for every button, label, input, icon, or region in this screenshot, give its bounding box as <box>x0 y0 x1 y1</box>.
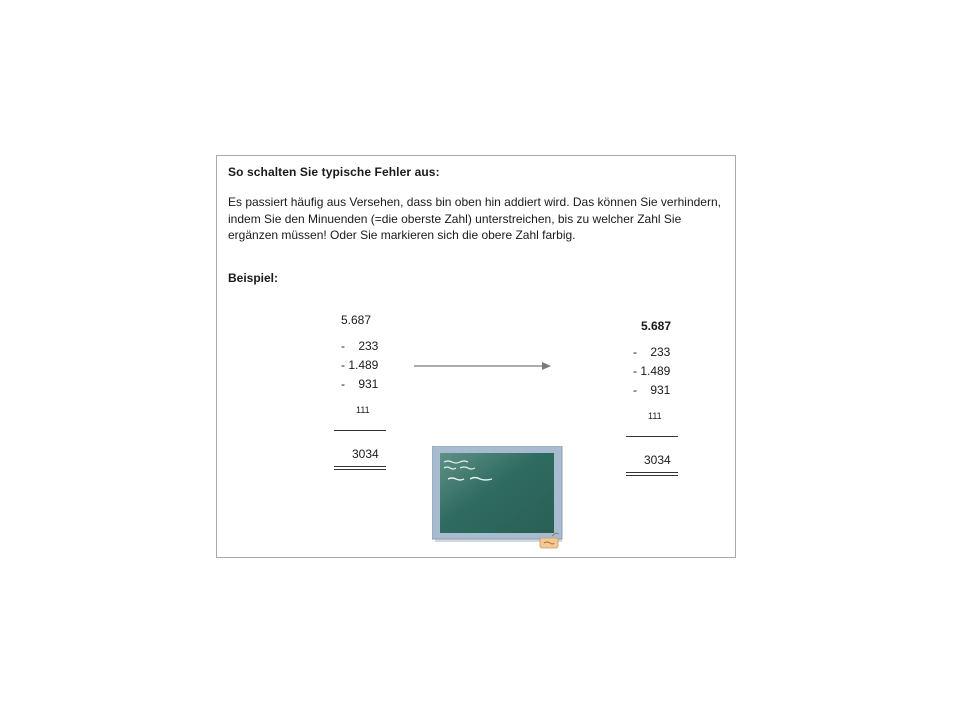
left-minuend: 5.687 <box>341 313 372 327</box>
left-subtrahend-2: - 1.489 <box>341 358 379 372</box>
right-double-underline <box>626 472 678 476</box>
right-minuend-highlighted: 5.687 <box>641 319 672 333</box>
left-double-underline <box>334 466 386 470</box>
left-carry: 111 <box>356 405 370 415</box>
left-subtrahend-1: - 233 <box>341 339 379 353</box>
right-carry: 111 <box>648 411 662 421</box>
right-subtrahend-1: - 233 <box>633 345 671 359</box>
example-label: Beispiel: <box>228 271 279 285</box>
right-subtrahend-2: - 1.489 <box>633 364 671 378</box>
right-sum-line <box>626 436 678 437</box>
left-result: 3034 <box>352 447 379 461</box>
box-paragraph: Es passiert häufig aus Versehen, dass bin oben hin addiert wird. Das können Sie verhindern, indem Sie den Minuenden (=die oberste Zahl) unterstreichen, bis zu welcher Zahl Sie ergänzen müssen! Oder Sie markieren sich die obere Zahl farbig. <box>228 195 721 242</box>
right-subtrahend-3: - 931 <box>633 383 671 397</box>
box-title: So schalten Sie typische Fehler aus: <box>228 165 440 179</box>
left-subtrahend-3: - 931 <box>341 377 379 391</box>
chalkboard-icon <box>432 446 567 554</box>
arrow-right-icon <box>414 359 554 373</box>
left-sum-line <box>334 430 386 431</box>
tip-box <box>216 155 736 558</box>
right-result: 3034 <box>644 453 671 467</box>
right-calculation <box>626 318 686 478</box>
left-calculation <box>334 312 394 472</box>
